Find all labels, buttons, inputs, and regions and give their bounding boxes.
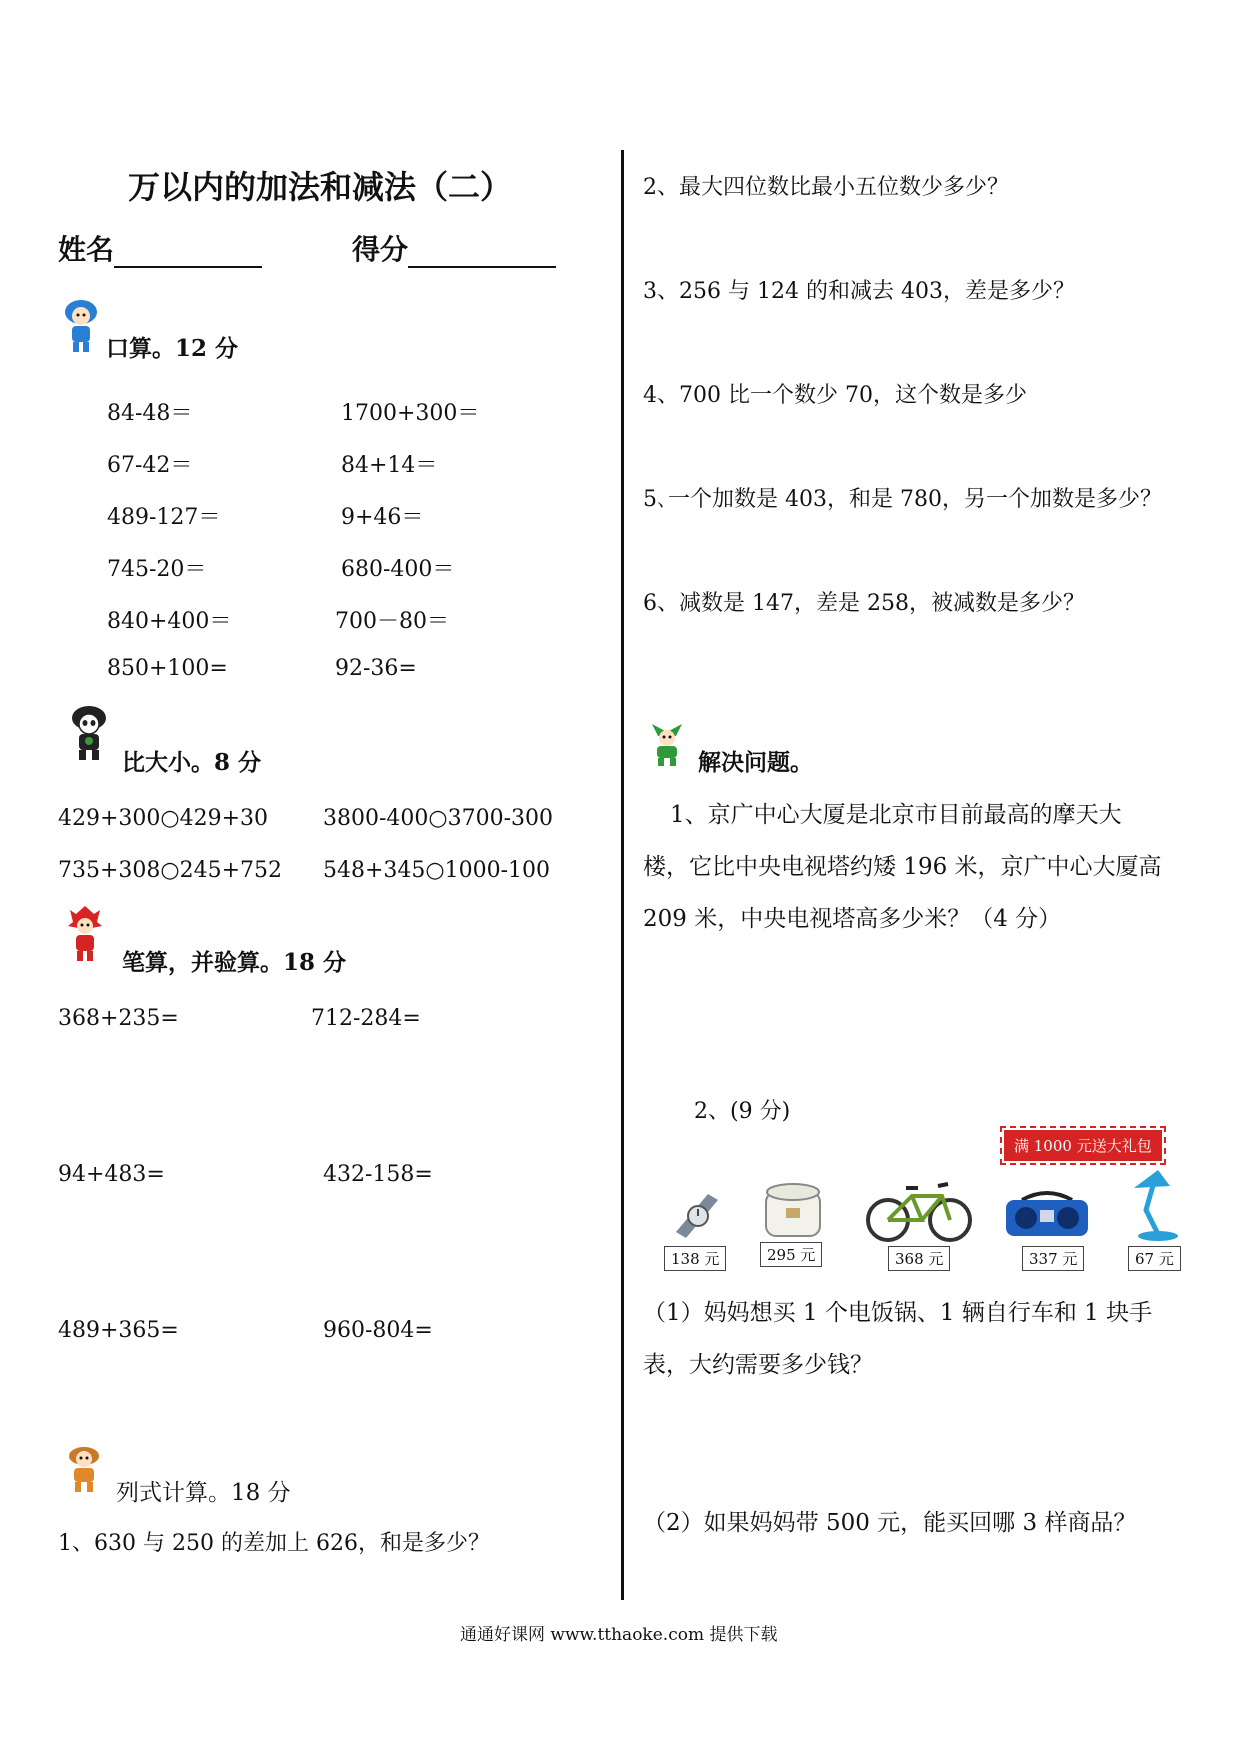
solve-sub2: （2）如果妈妈带 500 元，能买回哪 3 样商品？ xyxy=(643,1510,1137,1536)
formula-item: 6、减数是 147，差是 258，被减数是多少？ xyxy=(643,591,1085,616)
name-field[interactable] xyxy=(58,228,262,268)
mascot-nini-icon xyxy=(646,718,688,768)
solve-q1-line: 1、京广中心大厦是北京市目前最高的摩天大 xyxy=(670,802,1122,828)
oral-item: 680-400＝ xyxy=(341,557,455,582)
price-tag: 337 元 xyxy=(1022,1246,1084,1271)
section-solve-heading: 解决问题。 xyxy=(698,749,813,776)
formula-item: 1、630 与 250 的差加上 626，和是多少？ xyxy=(58,1531,490,1556)
formula-item: 4、700 比一个数少 70，这个数是多少 xyxy=(643,383,1027,408)
formula-item: 2、最大四位数比最小五位数少多少？ xyxy=(643,175,1009,200)
written-item: 94+483= xyxy=(58,1162,165,1187)
solve-q1-line: 楼，它比中央电视塔约矮 196 米，京广中心大厦高 xyxy=(643,854,1162,880)
oral-item: 1700+300＝ xyxy=(341,401,480,426)
mascot-yingying-icon xyxy=(64,1444,104,1496)
section-written-heading: 笔算，并验算。18 分 xyxy=(122,949,347,976)
written-item: 712-284= xyxy=(311,1006,421,1031)
mascot-jingjing-icon xyxy=(64,704,114,762)
written-item: 489+365= xyxy=(58,1318,179,1343)
page-title: 万以内的加法和减法（二） xyxy=(128,168,513,206)
price-tag: 67 元 xyxy=(1128,1246,1181,1271)
oral-item: 489-127＝ xyxy=(107,505,221,530)
oral-item: 67-42＝ xyxy=(107,453,193,478)
oral-item: 850+100= xyxy=(107,656,228,681)
solve-q2-heading: 2、(9 分) xyxy=(694,1099,791,1124)
oral-item: 745-20＝ xyxy=(107,557,207,582)
oral-item: 9+46＝ xyxy=(341,505,424,530)
score-field[interactable] xyxy=(352,228,556,268)
rice-cooker-icon xyxy=(760,1178,826,1240)
section-oral-heading: 口算。12 分 xyxy=(106,335,239,362)
bicycle-icon xyxy=(864,1176,974,1244)
solve-q1-line: 209 米，中央电视塔高多少米？（4 分） xyxy=(643,906,1062,932)
radio-icon xyxy=(1002,1188,1092,1240)
compare-item: 548+345○1000-100 xyxy=(323,858,551,883)
promo-banner: 满 1000 元送大礼包 xyxy=(1004,1130,1162,1161)
oral-item: 84+14＝ xyxy=(341,453,438,478)
desk-lamp-icon xyxy=(1124,1164,1186,1242)
column-divider xyxy=(621,150,624,1600)
written-item: 432-158= xyxy=(323,1162,433,1187)
solve-sub1-line: 表，大约需要多少钱？ xyxy=(643,1352,873,1378)
oral-item: 700－80＝ xyxy=(335,609,449,634)
written-item: 368+235= xyxy=(58,1006,179,1031)
written-item: 960-804= xyxy=(323,1318,433,1343)
section-compare-heading: 比大小。8 分 xyxy=(122,749,262,776)
mascot-huanhuan-icon xyxy=(64,904,106,964)
formula-item: 3、256 与 124 的和减去 403，差是多少？ xyxy=(643,279,1075,304)
oral-item: 840+400＝ xyxy=(107,609,232,634)
oral-item: 92-36= xyxy=(335,656,417,681)
oral-item: 84-48＝ xyxy=(107,401,193,426)
solve-sub1-line: （1）妈妈想买 1 个电饭锅、1 辆自行车和 1 块手 xyxy=(643,1300,1153,1326)
footer-text: 通通好课网 www.tthaoke.com 提供下载 xyxy=(460,1625,778,1645)
compare-item: 735+308○245+752 xyxy=(58,858,283,883)
price-tag: 368 元 xyxy=(888,1246,950,1271)
score-label: 得分 xyxy=(352,233,409,266)
mascot-beibei-icon xyxy=(60,298,102,356)
section-formula-heading: 列式计算。18 分 xyxy=(116,1480,291,1506)
compare-item: 3800-400○3700-300 xyxy=(323,806,554,831)
formula-item: 5､一个加数是 403，和是 780，另一个加数是多少？ xyxy=(643,487,1162,512)
compare-item: 429+300○429+30 xyxy=(58,806,269,831)
watch-icon xyxy=(668,1184,730,1240)
name-label: 姓名 xyxy=(58,233,115,266)
price-tag: 295 元 xyxy=(760,1242,822,1267)
price-tag: 138 元 xyxy=(664,1246,726,1271)
